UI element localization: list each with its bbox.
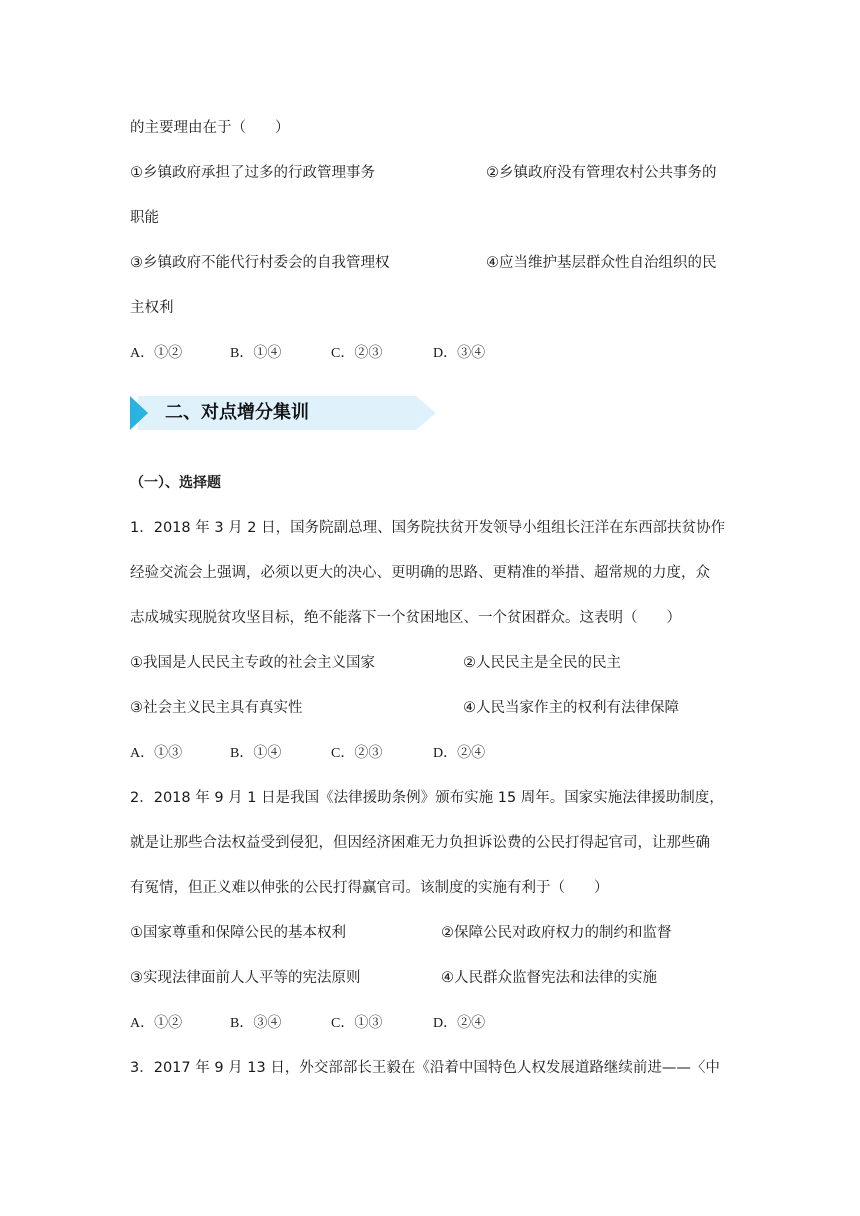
option-c: C．②③ (331, 346, 383, 361)
q2-statement-2: ②保障公民对政府权力的制约和监督 (441, 925, 672, 941)
q1-text-line-3: 志成城实现脱贫攻坚目标，绝不能落下一个贫困地区、一个贫困群众。这表明（ ） (130, 610, 681, 626)
q1-statement-4: ④人民当家作主的权利有法律保障 (463, 700, 679, 716)
q3-text-line-1: 3．2017 年 9 月 13 日，外交部部长王毅在《沿着中国特色人权发展道路继续前进——〈中 (130, 1060, 720, 1076)
option-a: A．①② (130, 346, 183, 361)
q2-option-b: B．③④ (230, 1016, 282, 1031)
q2-statement-1: ①国家尊重和保障公民的基本权利 (130, 925, 346, 941)
statement-3: ③乡镇政府不能代行村委会的自我管理权 (130, 255, 390, 271)
q2-text-line-2: 就是让那些合法权益受到侵犯，但因经济困难无力负担诉讼费的公民打得起官司，让那些确 (130, 835, 710, 851)
q1-statement-3: ③社会主义民主具有真实性 (130, 700, 303, 716)
statement-2: ②乡镇政府没有管理农村公共事务的 (486, 165, 717, 181)
question-stem-end: 的主要理由在于（ ） (130, 120, 290, 136)
q2-answer-options (130, 1013, 485, 1034)
statement-1: ①乡镇政府承担了过多的行政管理事务 (130, 165, 375, 181)
q1-option-b: B．①④ (230, 746, 282, 761)
q1-text-line-1: 1．2018 年 3 月 2 日，国务院副总理、国务院扶贫开发领导小组组长汪洋在东西部扶贫协作 (130, 520, 726, 536)
statement-2-cont: 职能 (130, 210, 159, 226)
q2-option-c: C．①③ (331, 1016, 383, 1031)
statement-4-cont: 主权利 (130, 300, 174, 316)
section-title: 二、对点增分集训 (165, 402, 309, 423)
q2-text-line-1: 2．2018 年 9 月 1 日是我国《法律援助条例》颁布实施 15 周年。国家实施法律援助制度， (130, 790, 724, 806)
q2-statement-3: ③实现法律面前人人平等的宪法原则 (130, 970, 361, 986)
q1-answer-options (130, 743, 485, 764)
q1-option-d: D．②④ (433, 746, 486, 761)
q1-option-a: A．①③ (130, 746, 183, 761)
q1-statement-2: ②人民民主是全民的民主 (463, 655, 621, 671)
q2-option-d: D．②④ (433, 1016, 486, 1031)
option-d: D．③④ (433, 346, 486, 361)
answer-options (130, 343, 485, 364)
subsection-title: （一）、选择题 (130, 475, 221, 491)
q1-text-line-2: 经验交流会上强调，必须以更大的决心、更明确的思路、更精准的举措、超常规的力度，众 (130, 565, 710, 581)
statement-4: ④应当维护基层群众性自治组织的民 (486, 255, 717, 271)
q1-option-c: C．②③ (331, 746, 383, 761)
q1-statement-1: ①我国是人民民主专政的社会主义国家 (130, 655, 375, 671)
q2-option-a: A．①② (130, 1016, 183, 1031)
option-b: B．①④ (230, 346, 282, 361)
q2-statement-4: ④人民群众监督宪法和法律的实施 (441, 970, 657, 986)
q2-text-line-3: 有冤情，但正义难以伸张的公民打得赢官司。该制度的实施有利于（ ） (130, 880, 609, 896)
